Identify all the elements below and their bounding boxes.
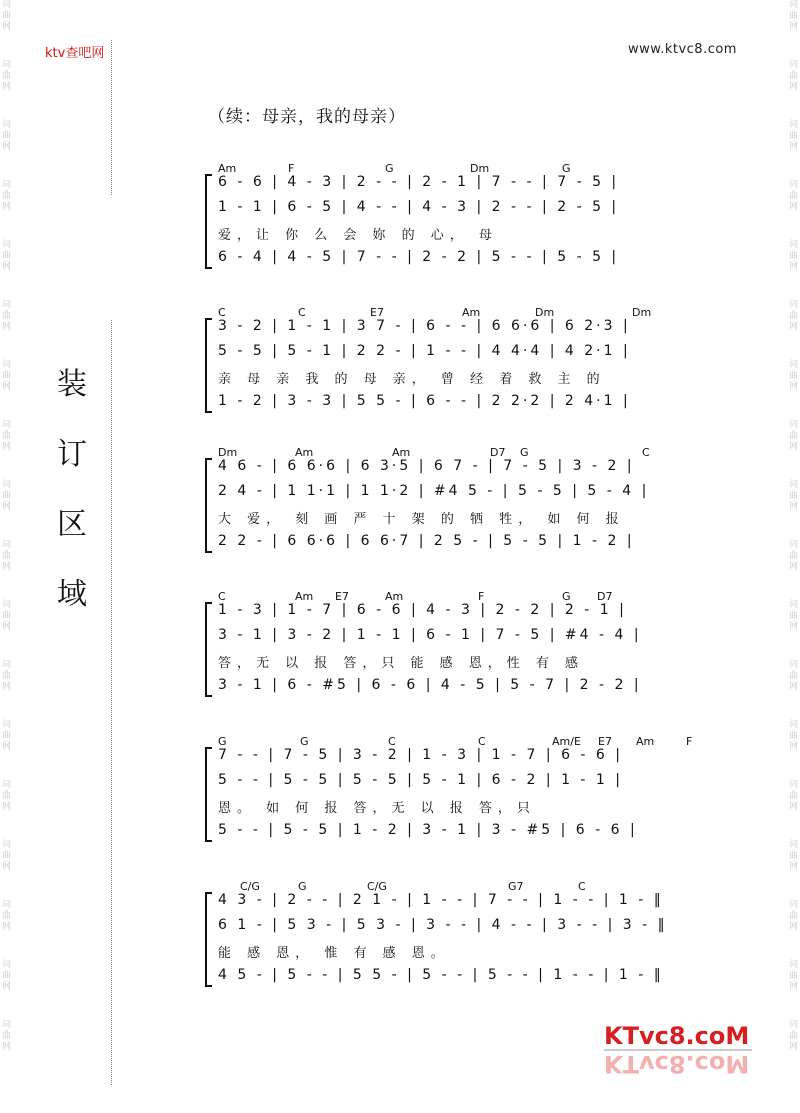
chord-symbol: G bbox=[218, 735, 227, 748]
binding-line-bottom bbox=[111, 320, 112, 1085]
edge-watermark-text: 词 曲 网 bbox=[788, 780, 798, 812]
page-title: （续：母亲，我的母亲） bbox=[208, 107, 406, 127]
edge-watermark-text: 词 曲 网 bbox=[788, 0, 798, 32]
music-system bbox=[200, 880, 720, 1000]
edge-watermark-text: 词 曲 网 bbox=[2, 240, 12, 272]
music-system bbox=[200, 306, 720, 426]
edge-watermark-text: 词 曲 网 bbox=[788, 180, 798, 212]
system-brace bbox=[200, 602, 214, 697]
edge-watermark-text: 词 曲 网 bbox=[2, 420, 12, 452]
chord-symbol: E7 bbox=[598, 735, 612, 748]
chord-symbol: F bbox=[288, 162, 295, 175]
notation-row: 4 3 - | 2 - - | 2 1 - | 1 - - | 7 - - | 1 - - | 1 - ‖ bbox=[218, 892, 664, 908]
chord-symbol: Am bbox=[462, 306, 481, 319]
edge-watermark-text: 词 曲 网 bbox=[788, 240, 798, 272]
chord-symbol: E7 bbox=[370, 306, 384, 319]
lyric-line: 恩。 如 何 报 答，无 以 报 答，只 bbox=[218, 801, 536, 816]
chord-symbol: Dm bbox=[535, 306, 555, 319]
lyric-line: 大 爱， 刻 画 严 十 架 的 牺 牲， 如 何 报 bbox=[218, 512, 625, 527]
music-system bbox=[200, 590, 720, 710]
music-system bbox=[200, 162, 720, 282]
chord-symbol: Am bbox=[295, 590, 314, 603]
edge-watermark-text: 词 曲 网 bbox=[2, 480, 12, 512]
chord-symbol: D7 bbox=[597, 590, 613, 603]
right-edge-watermark bbox=[784, 0, 798, 1113]
chord-symbol: G bbox=[298, 880, 307, 893]
edge-watermark-text: 词 曲 网 bbox=[788, 1020, 798, 1052]
lyric-line: 爱，让 你 么 会 妳 的 心， 母 bbox=[218, 228, 498, 243]
notation-row: 3 - 1 | 3 - 2 | 1 - 1 | 6 - 1 | 7 - 5 | #4 - 4 | bbox=[218, 627, 642, 643]
notation-row: 1 - 1 | 6 - 5 | 4 - - | 4 - 3 | 2 - - | 2 - 5 | bbox=[218, 199, 620, 215]
chord-symbol: C bbox=[218, 306, 226, 319]
notation-row: 6 - 4 | 4 - 5 | 7 - - | 2 - 2 | 5 - - | 5 - 5 | bbox=[218, 249, 620, 265]
edge-watermark-text: 词 曲 网 bbox=[2, 0, 12, 32]
svg-text:KTvc8.coM: KTvc8.coM bbox=[604, 1050, 750, 1078]
chord-symbol: Am bbox=[385, 590, 404, 603]
notation-row: 1 - 2 | 3 - 3 | 5 5 - | 6 - - | 2 2·2 | 2 4·1 | bbox=[218, 393, 631, 409]
chord-symbol: Am bbox=[392, 446, 411, 459]
edge-watermark-text: 词 曲 网 bbox=[788, 600, 798, 632]
chord-symbol: C/G bbox=[240, 880, 260, 893]
notation-row: 5 - - | 5 - 5 | 1 - 2 | 3 - 1 | 3 - #5 | 6 - 6 | bbox=[218, 822, 638, 838]
binding-line-top bbox=[111, 40, 112, 195]
chord-symbol: D7 bbox=[490, 446, 506, 459]
notation-row: 3 - 2 | 1 - 1 | 3 7 - | 6 - - | 6 6·6 | 6 2·3 | bbox=[218, 318, 631, 334]
svg-text:KTvc8.coM: KTvc8.coM bbox=[604, 1022, 750, 1050]
edge-watermark-text: 词 曲 网 bbox=[2, 180, 12, 212]
chord-symbol: Am bbox=[295, 446, 314, 459]
ktvc8-logo bbox=[600, 1020, 760, 1080]
chord-symbol: F bbox=[478, 590, 485, 603]
system-brace bbox=[200, 747, 214, 842]
chord-symbol: Dm bbox=[218, 446, 238, 459]
edge-watermark-text: 词 曲 网 bbox=[2, 360, 12, 392]
edge-watermark-text: 词 曲 网 bbox=[788, 300, 798, 332]
edge-watermark-text: 词 曲 网 bbox=[2, 840, 12, 872]
edge-watermark-text: 词 曲 网 bbox=[2, 600, 12, 632]
chord-symbol: Am/E bbox=[552, 735, 581, 748]
notation-row: 5 - 5 | 5 - 1 | 2 2 - | 1 - - | 4 4·4 | 4 2·1 | bbox=[218, 343, 631, 359]
edge-watermark-text: 词 曲 网 bbox=[2, 720, 12, 752]
notation-row: 4 5 - | 5 - - | 5 5 - | 5 - - | 5 - - | 1 - - | 1 - ‖ bbox=[218, 967, 664, 983]
chord-symbol: Dm bbox=[632, 306, 652, 319]
binding-char: 域 bbox=[57, 577, 87, 612]
edge-watermark-text: 词 曲 网 bbox=[2, 120, 12, 152]
edge-watermark-text: 词 曲 网 bbox=[788, 480, 798, 512]
notation-row: 2 2 - | 6 6·6 | 6 6·7 | 2 5 - | 5 - 5 | 1 - 2 | bbox=[218, 533, 635, 549]
chord-symbol: C bbox=[298, 306, 306, 319]
binding-char: 区 bbox=[57, 507, 87, 542]
binding-char: 装 bbox=[57, 367, 87, 402]
edge-watermark-text: 词 曲 网 bbox=[2, 540, 12, 572]
chord-symbol: C bbox=[642, 446, 650, 459]
music-system bbox=[200, 446, 720, 566]
chord-symbol: C/G bbox=[367, 880, 387, 893]
chord-symbol: F bbox=[686, 735, 693, 748]
notation-row: 7 - - | 7 - 5 | 3 - 2 | 1 - 3 | 1 - 7 | 6 - 6 | bbox=[218, 747, 623, 763]
edge-watermark-text: 词 曲 网 bbox=[788, 720, 798, 752]
chord-symbol: C bbox=[218, 590, 226, 603]
chord-symbol: G7 bbox=[508, 880, 524, 893]
left-edge-watermark bbox=[2, 0, 16, 1113]
edge-watermark-text: 词 曲 网 bbox=[788, 120, 798, 152]
lyric-line: 亲 母 亲 我 的 母 亲， 曾 经 着 救 主 的 bbox=[218, 372, 606, 387]
system-brace bbox=[200, 318, 214, 413]
chord-symbol: C bbox=[478, 735, 486, 748]
notation-row: 3 - 1 | 6 - #5 | 6 - 6 | 4 - 5 | 5 - 7 | 2 - 2 | bbox=[218, 677, 642, 693]
notation-row: 1 - 3 | 1 - 7 | 6 - 6 | 4 - 3 | 2 - 2 | 2 - 1 | bbox=[218, 602, 627, 618]
edge-watermark-text: 词 曲 网 bbox=[788, 60, 798, 92]
site-brand[interactable]: ktv查吧网 bbox=[45, 46, 105, 61]
edge-watermark-text: 词 曲 网 bbox=[788, 420, 798, 452]
chord-symbol: C bbox=[578, 880, 586, 893]
edge-watermark-text: 词 曲 网 bbox=[2, 900, 12, 932]
chord-symbol: G bbox=[300, 735, 309, 748]
music-system bbox=[200, 735, 720, 855]
chord-symbol: G bbox=[562, 590, 571, 603]
lyric-line: 答，无 以 报 答，只 能 感 恩，性 有 感 bbox=[218, 656, 585, 671]
chord-symbol: Am bbox=[636, 735, 655, 748]
edge-watermark-text: 词 曲 网 bbox=[788, 840, 798, 872]
notation-row: 5 - - | 5 - 5 | 5 - 5 | 5 - 1 | 6 - 2 | 1 - 1 | bbox=[218, 772, 623, 788]
edge-watermark-text: 词 曲 网 bbox=[2, 1020, 12, 1052]
system-brace bbox=[200, 174, 214, 269]
system-brace bbox=[200, 892, 214, 987]
edge-watermark-text: 词 曲 网 bbox=[2, 960, 12, 992]
chord-symbol: C bbox=[388, 735, 396, 748]
edge-watermark-text: 词 曲 网 bbox=[788, 900, 798, 932]
notation-row: 6 - 6 | 4 - 3 | 2 - - | 2 - 1 | 7 - - | 7 - 5 | bbox=[218, 174, 620, 190]
edge-watermark-text: 词 曲 网 bbox=[2, 60, 12, 92]
chord-symbol: G bbox=[385, 162, 394, 175]
lyric-line: 能 感 恩， 惟 有 感 恩。 bbox=[218, 946, 450, 961]
edge-watermark-text: 词 曲 网 bbox=[788, 660, 798, 692]
edge-watermark-text: 词 曲 网 bbox=[2, 780, 12, 812]
edge-watermark-text: 词 曲 网 bbox=[788, 360, 798, 392]
site-url[interactable]: www.ktvc8.com bbox=[628, 42, 737, 57]
binding-area-label bbox=[52, 350, 92, 630]
chord-symbol: G bbox=[562, 162, 571, 175]
edge-watermark-text: 词 曲 网 bbox=[2, 300, 12, 332]
edge-watermark-text: 词 曲 网 bbox=[788, 540, 798, 572]
chord-symbol: G bbox=[520, 446, 529, 459]
notation-row: 4 6 - | 6 6·6 | 6 3·5 | 6 7 - | 7 - 5 | 3 - 2 | bbox=[218, 458, 635, 474]
chord-symbol: Am bbox=[218, 162, 237, 175]
chord-symbol: E7 bbox=[335, 590, 349, 603]
edge-watermark-text: 词 曲 网 bbox=[2, 660, 12, 692]
notation-row: 6 1 - | 5 3 - | 5 3 - | 3 - - | 4 - - | 3 - - | 3 - ‖ bbox=[218, 917, 668, 933]
edge-watermark-text: 词 曲 网 bbox=[788, 960, 798, 992]
chord-symbol: Dm bbox=[470, 162, 490, 175]
system-brace bbox=[200, 458, 214, 553]
notation-row: 2 4 - | 1 1·1 | 1 1·2 | #4 5 - | 5 - 5 | 5 - 4 | bbox=[218, 483, 650, 499]
binding-char: 订 bbox=[57, 437, 87, 472]
